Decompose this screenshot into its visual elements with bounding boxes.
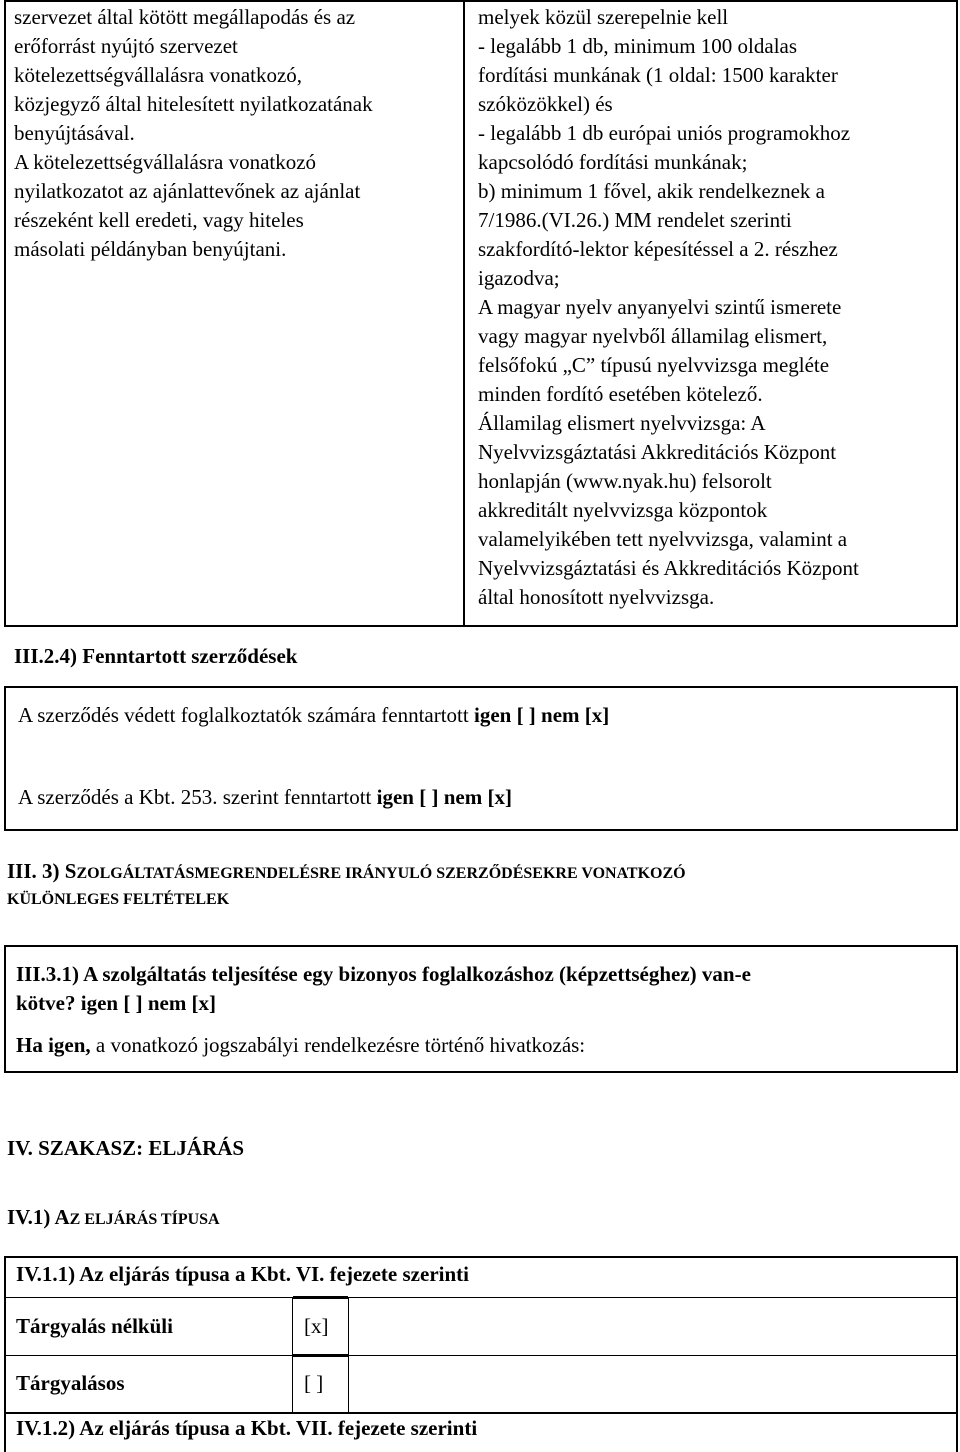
box-324-right [956,686,958,831]
right-column-line-13: felsőfokú „C” típusú nyelvvizsga megléte [478,353,830,377]
left-column-line-8: részeként kell eredeti, vagy hiteles [14,208,304,232]
procedure-type-value-1: [x] [304,1314,329,1338]
right-column-line-15: Államilag elismert nyelvvizsga: A [478,411,766,435]
right-column-line-9: szakfordító-lektor képesítéssel a 2. részhez [478,237,838,261]
section-heading-iv: IV. SZAKASZ: ELJÁRÁS [7,1136,245,1160]
right-column-line-14: minden fordító esetében kötelező. [478,382,763,406]
right-column-line-21: által honosított nyelvvizsga. [478,585,715,609]
reserved-row-2-value: igen [ ] nem [x] [376,785,512,809]
box-324-left [4,686,6,831]
right-column-line-11: A magyar nyelv anyanyelvi szintű ismerete [478,295,842,319]
box-324-bottom [4,829,958,831]
section-heading-iii-3-line2: KÜLÖNLEGES FELTÉTELEK [7,891,230,908]
section-heading-iii-2-4: III.2.4) Fenntartott szerződések [14,644,298,668]
row-sep-2 [4,1355,958,1356]
section-heading-iv-1 [7,1203,220,1234]
box-331-right [956,945,958,1073]
right-column-line-18: akkreditált nyelvvizsga központok [478,498,768,522]
row-sep-1 [4,1297,958,1298]
left-column-line-6: A kötelezettségvállalásra vonatkozó [14,150,317,174]
box-411-top [4,1256,958,1258]
procedure-type-value-2: [ ] [304,1371,324,1395]
left-column-text [14,3,373,264]
right-column-line-4: szóközökkel) és [478,92,613,116]
section-heading-iii-3 [7,857,686,888]
right-column-text [478,3,859,612]
left-column-line-9: másolati példányban benyújtani. [14,237,287,261]
heading-iv-1-2: IV.1.2) Az eljárás típusa a Kbt. VII. fejezete szerinti [16,1416,478,1440]
left-column-line-4: közjegyző által hitelesített nyilatkozatának [14,92,373,116]
table-border-right [956,0,958,627]
reserved-row-1-value: igen [ ] nem [x] [473,703,610,727]
heading-iii-3-prefix: III. 3) S [7,859,77,883]
left-column-line-3: kötelezettségvállalásra vonatkozó, [14,63,303,87]
right-column-line-20: Nyelvvizsgáztatási és Akkreditációs Központ [478,556,859,580]
right-column-line-6: kapcsolódó fordítási munkának; [478,150,748,174]
right-column-line-1: melyek közül szerepelnie kell [478,5,729,29]
right-column-line-19: valamelyikében tett nyelvvizsga, valamint a [478,527,848,551]
left-column-line-5: benyújtásával. [14,121,135,145]
procedure-type-label-2: Tárgyalásos [16,1371,125,1395]
reserved-row-2-text: A szerződés a Kbt. 253. szerint fenntartott [18,785,377,809]
table-border-left [4,0,6,627]
reserved-row-1 [18,701,609,730]
table-border-bottom [4,625,958,627]
box-411-right [956,1256,958,1452]
question-331-reference: a vonatkozó jogszabályi rendelkezésre történő hivatkozás: [90,1033,586,1057]
box-411-left [4,1256,6,1452]
question-331-line3 [16,1031,585,1060]
right-column-line-12: vagy magyar nyelvből államilag elismert, [478,324,828,348]
reserved-row-2 [18,783,512,812]
right-column-line-5: - legalább 1 db európai uniós programokhoz [478,121,851,145]
right-column-line-10: igazodva; [478,266,560,290]
heading-iv-1-prefix: IV.1) A [7,1205,70,1229]
value-cell-top-1 [293,1296,348,1299]
box-331-bottom [4,1071,958,1073]
right-column-line-7: b) minimum 1 fővel, akik rendelkeznek a [478,179,825,203]
question-331-line1: III.3.1) A szolgáltatás teljesítése egy bizonyos foglalkozáshoz (képzettséghez) van-e [16,962,751,986]
right-column-line-8: 7/1986.(VI.26.) MM rendelet szerinti [478,208,792,232]
box-331-top [4,945,958,947]
right-column-line-3: fordítási munkának (1 oldal: 1500 karakter [478,63,838,87]
table-border-top [4,0,958,2]
right-column-line-2: - legalább 1 db, minimum 100 oldalas [478,34,798,58]
heading-iii-3-rest: ZOLGÁLTATÁSMEGRENDELÉSRE IRÁNYULÓ SZERZŐDÉSEKRE VONATKOZÓ [76,865,686,882]
right-column-line-16: Nyelvvizsgáztatási Akkreditációs Központ [478,440,837,464]
heading-iv-1-rest: Z ELJÁRÁS TÍPUSA [69,1211,220,1228]
right-column-line-17: honlapján (www.nyak.hu) felsorolt [478,469,772,493]
reserved-row-1-text: A szerződés védett foglalkoztatók számára fenntartott [18,703,474,727]
left-column-line-2: erőforrást nyújtó szervezet [14,34,238,58]
heading-iv-1-1: IV.1.1) Az eljárás típusa a Kbt. VI. fejezete szerinti [16,1262,469,1286]
question-331-if-yes: Ha igen, [16,1033,91,1057]
box-324-top [4,686,958,688]
procedure-type-label-1: Tárgyalás nélküli [16,1314,173,1338]
question-331-line2: kötve? igen [ ] nem [x] [16,991,217,1015]
left-column-line-1: szervezet által kötött megállapodás és az [14,5,356,29]
left-column-line-7: nyilatkozatot az ajánlattevőnek az ajánlat [14,179,361,203]
value-cell-top-2 [293,1354,348,1357]
box-331-left [4,945,6,1073]
table-divider [463,0,465,627]
